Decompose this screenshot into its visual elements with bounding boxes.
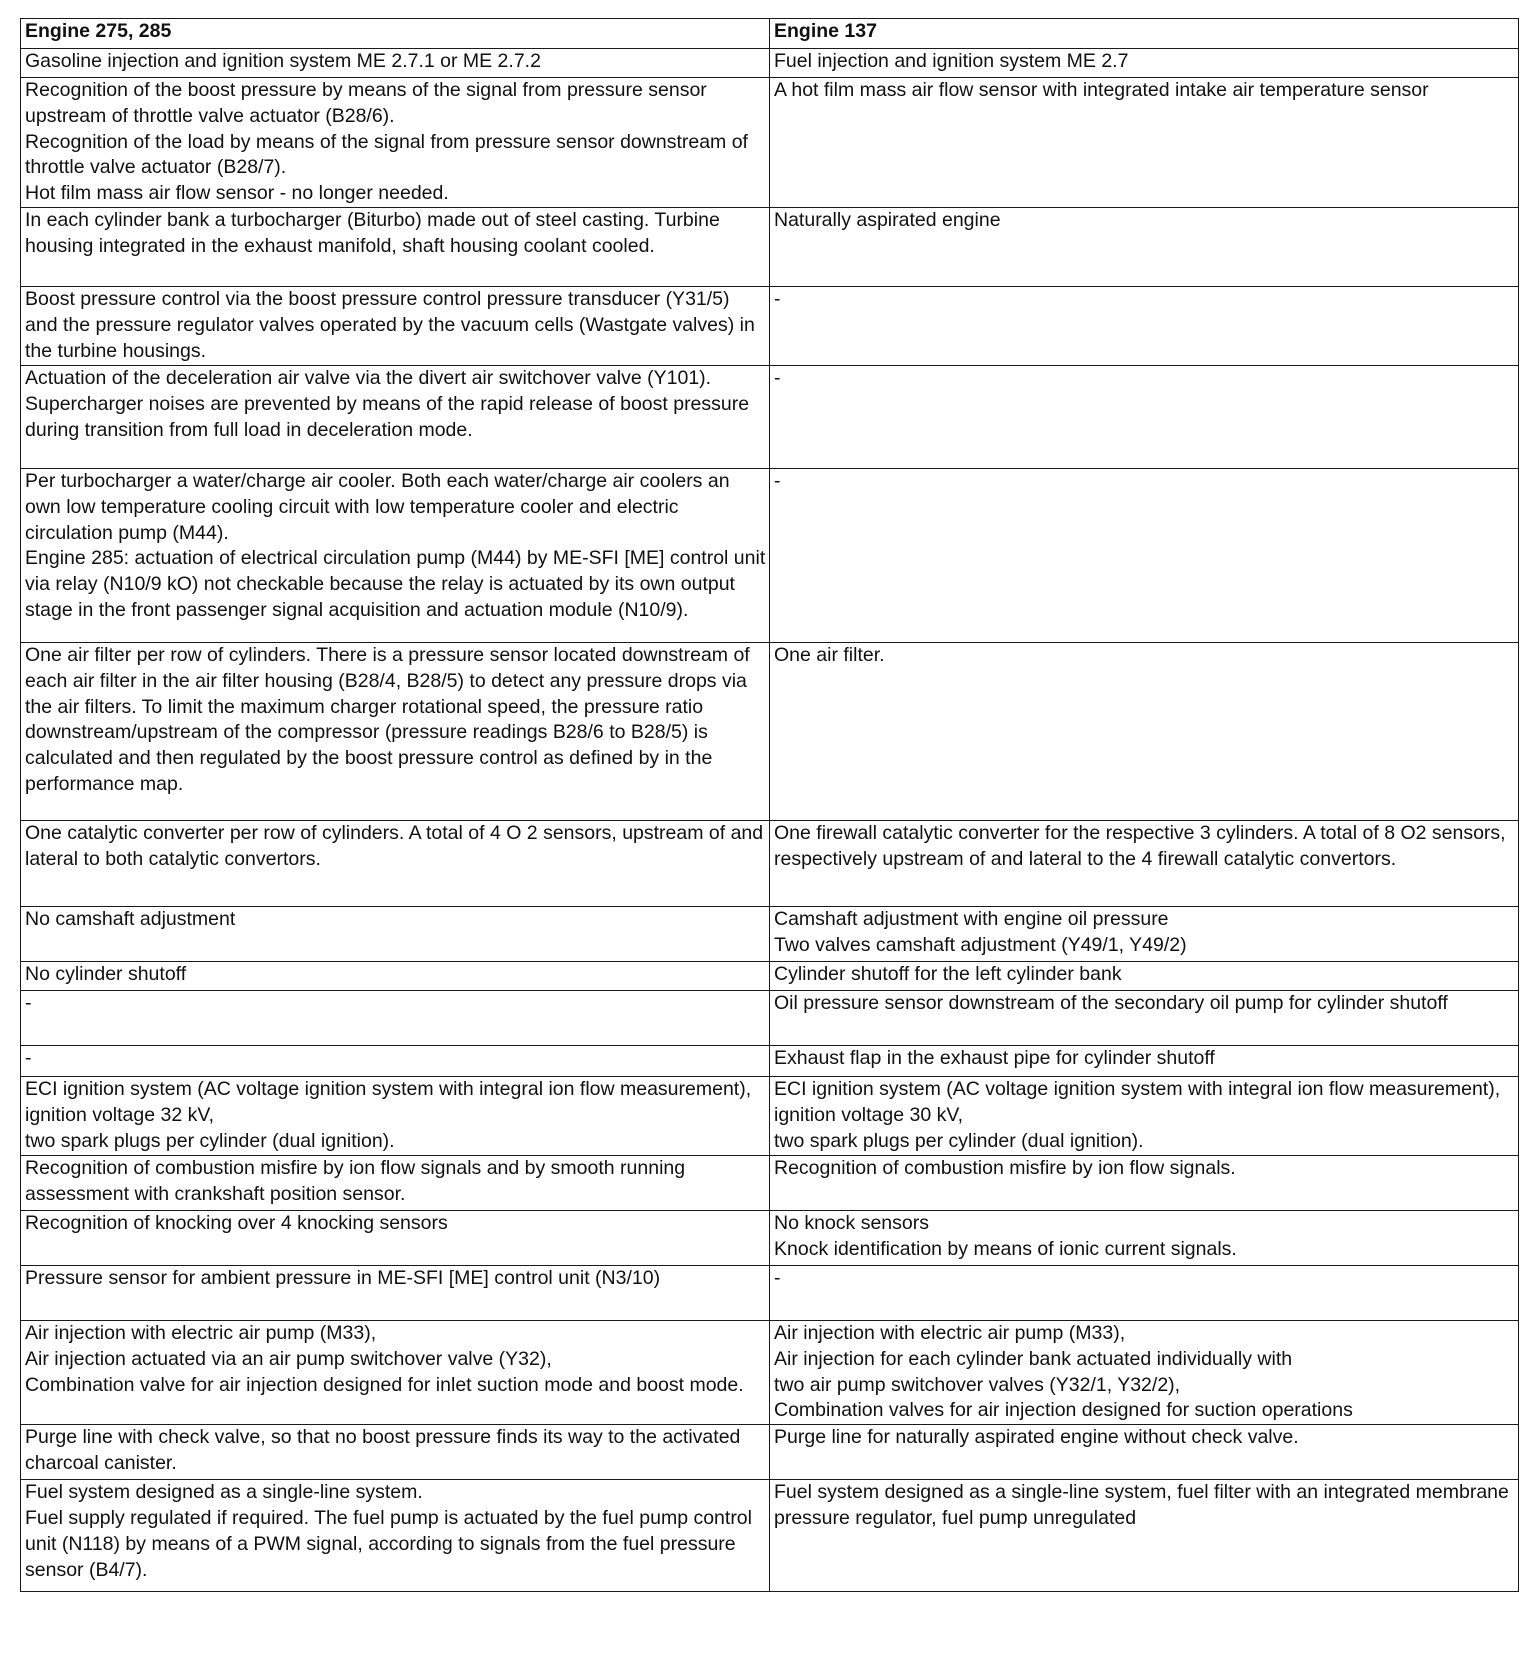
cell-text: Fuel system designed as a single-line system, fuel filter with an integrated membrane pressure regulator, fuel pump unregulated <box>774 1481 1509 1529</box>
table-row <box>21 1155 1519 1210</box>
cell-text: - <box>774 366 781 389</box>
cell-engine-137 <box>770 642 1519 820</box>
cell-text: In each cylinder bank a turbocharger (Biturbo) made out of steel casting. Turbine housing integrated in the exhaust manifold, shaft housing coolant cooled. <box>25 208 720 257</box>
cell-text: - <box>25 1046 32 1069</box>
cell-engine-137 <box>770 1265 1519 1320</box>
cell-text: Air injection for each cylinder bank actuated individually with <box>774 1347 1293 1370</box>
cell-engine-137 <box>770 78 1519 208</box>
cell-text: Recognition of combustion misfire by ion flow signals. <box>774 1156 1236 1179</box>
table-row <box>21 1265 1519 1320</box>
cell-engine-275-285 <box>21 78 770 208</box>
cell-text: One air filter. <box>774 643 885 666</box>
cell-text: Pressure sensor for ambient pressure in ME-SFI [ME] control unit (N3/10) <box>25 1266 661 1289</box>
cell-engine-137 <box>770 990 1519 1045</box>
cell-engine-275-285 <box>21 642 770 820</box>
cell-text: - <box>774 1266 781 1289</box>
table-row <box>21 1210 1519 1265</box>
cell-text: Boost pressure control via the boost pressure control pressure transducer (Y31/5) and the pressure regulator valves operated by the vacuum cells (Wastgate valves) in the turbine housings. <box>25 287 755 362</box>
cell-engine-137 <box>770 49 1519 78</box>
cell-text: - <box>774 469 781 492</box>
cell-text: Knock identification by means of ionic current signals. <box>774 1237 1237 1260</box>
cell-text: Fuel supply regulated if required. The fuel pump is actuated by the fuel pump control unit (N118) by means of a PWM signal, according to signals from the fuel pressure sensor (B4/7). <box>25 1506 752 1581</box>
cell-text: No cylinder shutoff <box>25 962 187 985</box>
table-row <box>21 1320 1519 1424</box>
table-row <box>21 365 1519 468</box>
table-row <box>21 820 1519 906</box>
cell-text: Air injection with electric air pump (M33), <box>774 1321 1126 1344</box>
cell-text: No knock sensors <box>774 1211 929 1234</box>
cell-text: Purge line with check valve, so that no boost pressure finds its way to the activated charcoal canister. <box>25 1426 741 1474</box>
cell-text: ECI ignition system (AC voltage ignition system with integral ion flow measurement), ignition voltage 30 kV, <box>774 1077 1501 1126</box>
cell-engine-137 <box>770 207 1519 286</box>
cell-engine-137 <box>770 365 1519 468</box>
cell-text: One firewall catalytic converter for the respective 3 cylinders. A total of 8 O2 sensors, respectively upstream of and lateral to the 4 firewall catalytic convertors. <box>774 821 1506 870</box>
cell-engine-275-285 <box>21 1155 770 1210</box>
cell-text: - <box>25 991 32 1014</box>
table-row <box>21 468 1519 642</box>
table-row <box>21 286 1519 365</box>
cell-engine-137 <box>770 1320 1519 1424</box>
table-row <box>21 1076 1519 1155</box>
table-header-row <box>21 19 1519 49</box>
cell-engine-275-285 <box>21 820 770 906</box>
cell-text: Combination valves for air injection designed for suction operations <box>774 1399 1353 1422</box>
table-row <box>21 207 1519 286</box>
cell-text: One air filter per row of cylinders. There is a pressure sensor located downstream of each air filter in the air filter housing (B28/4, B28/5) to detect any pressure drops via the air filters. To limit the maximum charger rotational speed, the pressure ratio downstream/upstream of the compressor (pressure readings B28/6 to B28/5) is calculated and then regulated by the boost pressure control as defined by in the performance map. <box>25 643 750 795</box>
cell-engine-137 <box>770 286 1519 365</box>
cell-text: Air injection actuated via an air pump switchover valve (Y32), <box>25 1347 552 1370</box>
cell-text: Actuation of the deceleration air valve via the divert air switchover valve (Y101). Supercharger noises are prevented by means of the rapid release of boost pressure during transition from full load in deceleration mode. <box>25 366 750 441</box>
cell-engine-275-285 <box>21 906 770 961</box>
table-row <box>21 906 1519 961</box>
table-body <box>21 49 1519 1592</box>
cell-text: Oil pressure sensor downstream of the secondary oil pump for cylinder shutoff <box>774 991 1448 1014</box>
cell-engine-137 <box>770 1480 1519 1592</box>
cell-text: Cylinder shutoff for the left cylinder bank <box>774 962 1122 985</box>
table-row <box>21 1425 1519 1480</box>
table-row <box>21 642 1519 820</box>
cell-text: two spark plugs per cylinder (dual ignition). <box>774 1129 1144 1152</box>
cell-text: Per turbocharger a water/charge air cooler. Both each water/charge air coolers an own low temperature cooling circuit with low temperature cooler and electric circulation pump (M44). <box>25 469 730 544</box>
cell-text: ECI ignition system (AC voltage ignition system with integral ion flow measurement), ignition voltage 32 kV, <box>25 1077 752 1126</box>
cell-text: two air pump switchover valves (Y32/1, Y32/2), <box>774 1373 1181 1396</box>
cell-engine-275-285 <box>21 49 770 78</box>
cell-text: A hot film mass air flow sensor with integrated intake air temperature sensor <box>774 79 1429 101</box>
cell-text: Naturally aspirated engine <box>774 208 1001 231</box>
cell-engine-275-285 <box>21 207 770 286</box>
cell-text: Hot film mass air flow sensor - no longer needed. <box>25 182 449 205</box>
cell-text: Engine 285: actuation of electrical circulation pump (M44) by ME-SFI [ME] control unit via relay (N10/9 kO) not checkable because the relay is actuated by its own output stage in the front passenger signal acquisition and actuation module (N10/9). <box>25 547 766 621</box>
cell-engine-137 <box>770 820 1519 906</box>
table-row <box>21 49 1519 78</box>
cell-engine-137 <box>770 1045 1519 1076</box>
cell-text: Combination valve for air injection designed for inlet suction mode and boost mode. <box>25 1373 744 1396</box>
cell-engine-137 <box>770 1210 1519 1265</box>
cell-engine-137 <box>770 468 1519 642</box>
cell-engine-137 <box>770 1425 1519 1480</box>
cell-text: Recognition of the load by means of the signal from pressure sensor downstream of throttle valve actuator (B28/7). <box>25 130 748 179</box>
cell-engine-275-285 <box>21 1265 770 1320</box>
cell-text: No camshaft adjustment <box>25 907 236 930</box>
table-row <box>21 78 1519 208</box>
cell-text: Recognition of the boost pressure by means of the signal from pressure sensor upstream of throttle valve actuator (B28/6). <box>25 79 707 127</box>
cell-engine-137 <box>770 1155 1519 1210</box>
cell-engine-137 <box>770 1076 1519 1155</box>
cell-engine-275-285 <box>21 990 770 1045</box>
cell-engine-275-285 <box>21 1045 770 1076</box>
cell-engine-275-285 <box>21 1076 770 1155</box>
cell-text: Air injection with electric air pump (M33), <box>25 1321 377 1344</box>
table-row <box>21 1045 1519 1076</box>
cell-text: - <box>774 287 781 310</box>
cell-text: Exhaust flap in the exhaust pipe for cylinder shutoff <box>774 1046 1215 1069</box>
header-engine-137: Engine 137 <box>770 19 1519 49</box>
cell-text: Recognition of knocking over 4 knocking sensors <box>25 1211 448 1234</box>
cell-text: Purge line for naturally aspirated engine without check valve. <box>774 1426 1299 1449</box>
cell-engine-275-285 <box>21 1480 770 1592</box>
table-row <box>21 961 1519 990</box>
cell-engine-275-285 <box>21 468 770 642</box>
cell-engine-275-285 <box>21 1320 770 1424</box>
cell-engine-137 <box>770 906 1519 961</box>
cell-engine-275-285 <box>21 286 770 365</box>
table-row <box>21 990 1519 1045</box>
header-engine-275-285: Engine 275, 285 <box>21 19 770 49</box>
cell-engine-137 <box>770 961 1519 990</box>
cell-engine-275-285 <box>21 365 770 468</box>
cell-text: Recognition of combustion misfire by ion flow signals and by smooth running assessment with crankshaft position sensor. <box>25 1156 686 1205</box>
cell-text: Camshaft adjustment with engine oil pressure <box>774 907 1169 930</box>
cell-text: One catalytic converter per row of cylinders. A total of 4 O 2 sensors, upstream of and lateral to both catalytic convertors. <box>25 821 764 870</box>
cell-text: two spark plugs per cylinder (dual ignition). <box>25 1129 395 1152</box>
table-row <box>21 1480 1519 1592</box>
cell-text: Fuel system designed as a single-line system. <box>25 1481 423 1504</box>
cell-text: Two valves camshaft adjustment (Y49/1, Y49/2) <box>774 933 1187 956</box>
cell-text: Gasoline injection and ignition system ME 2.7.1 or ME 2.7.2 <box>25 50 541 72</box>
engine-comparison-table <box>20 18 1519 1592</box>
cell-text: Fuel injection and ignition system ME 2.7 <box>774 50 1129 72</box>
cell-engine-275-285 <box>21 1210 770 1265</box>
cell-engine-275-285 <box>21 961 770 990</box>
cell-engine-275-285 <box>21 1425 770 1480</box>
